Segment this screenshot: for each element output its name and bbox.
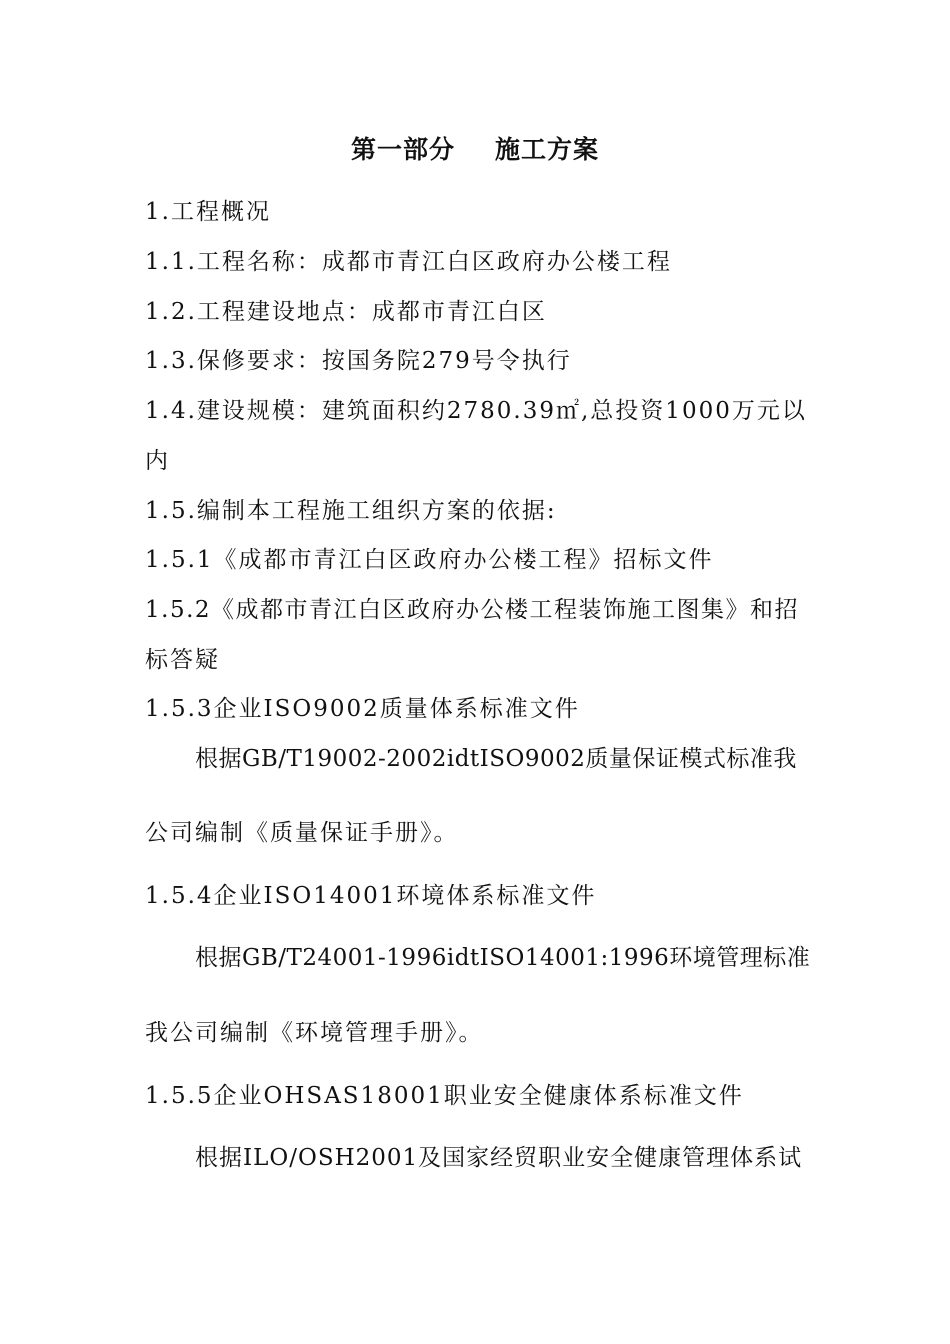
section-title-part: 第一部分 (350, 135, 455, 164)
paragraph-line: 1.5.4企业ISO14001环境体系标准文件 (145, 883, 597, 909)
paragraph-line: 1.5.1《成都市青江白区政府办公楼工程》招标文件 (145, 547, 714, 573)
paragraph-line: 根据GB/T19002-2002idtISO9002质量保证模式标准我 (195, 746, 797, 772)
paragraph-line: 1.3.保修要求：按国务院279号令执行 (145, 348, 572, 374)
section-title-name: 施工方案 (495, 135, 600, 164)
paragraph-line: 1.4.建设规模：建筑面积约2780.39㎡,总投资1000万元以 (145, 398, 807, 424)
paragraph-line: 内 (145, 448, 170, 474)
paragraph-line: 1.5.编制本工程施工组织方案的依据: (145, 498, 557, 524)
paragraph-line: 公司编制《质量保证手册》。 (145, 820, 459, 846)
paragraph-line: 我公司编制《环境管理手册》。 (145, 1020, 484, 1046)
paragraph-line: 1.工程概况 (145, 199, 271, 225)
paragraph-line: 1.2.工程建设地点：成都市青江白区 (145, 299, 547, 325)
paragraph-line: 1.5.3企业ISO9002质量体系标准文件 (145, 696, 580, 722)
section-title (0, 130, 950, 166)
paragraph-line: 根据GB/T24001-1996idtISO14001:1996环境管理标准 (195, 945, 811, 971)
paragraph-line: 根据ILO/OSH2001及国家经贸职业安全健康管理体系试 (195, 1145, 803, 1171)
paragraph-line: 标答疑 (145, 647, 220, 673)
paragraph-line: 1.5.2《成都市青江白区政府办公楼工程装饰施工图集》和招 (145, 597, 800, 623)
paragraph-line: 1.1.工程名称：成都市青江白区政府办公楼工程 (145, 249, 672, 275)
paragraph-line: 1.5.5企业OHSAS18001职业安全健康体系标准文件 (145, 1083, 744, 1109)
